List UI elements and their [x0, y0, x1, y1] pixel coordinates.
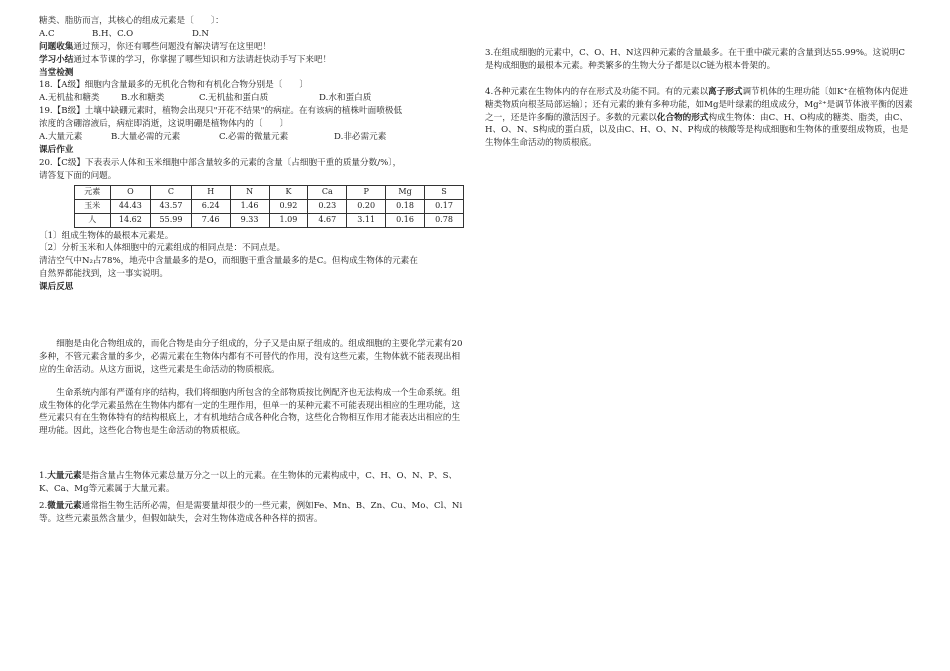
option: A.C: [39, 28, 55, 39]
item-term: 大量元素: [47, 471, 82, 482]
emphasis: 化合物的形式: [656, 112, 709, 123]
element-table: [74, 185, 464, 228]
table-cell: 6.24: [191, 199, 230, 213]
table-cell: 7.46: [191, 213, 230, 227]
option: A.大量元素: [39, 132, 83, 143]
option: C.必需的微量元素: [219, 132, 289, 143]
answer-2: 〔2〕分析玉米和人体细胞中的元素组成的相同点是：不同点是。: [39, 243, 286, 254]
question-19: 19.【B级】土壤中缺硼元素时，植物会出现只"开花不结果"的病症。在有该病的植株叶面喷极低: [39, 106, 403, 117]
question-18: 18.【A级】细胞内含量最多的无机化合物和有机化合物分别是〔 〕: [39, 80, 309, 91]
option: B.大量必需的元素: [111, 132, 181, 143]
table-header-cell: 元素: [75, 185, 111, 199]
table-cell: 55.99: [151, 213, 192, 227]
section-title: 学习小结: [39, 54, 74, 65]
question-20-cont: 请答复下面的问题。: [39, 170, 117, 181]
table-cell: 0.23: [308, 199, 347, 213]
section-title: 当堂检测: [39, 67, 74, 78]
table-header-cell: Mg: [386, 185, 425, 199]
options-line: [39, 28, 464, 41]
item-term: 微量元素: [47, 501, 82, 512]
right-column: [485, 0, 913, 150]
table-cell: 44.43: [110, 199, 151, 213]
item-number: 2.: [39, 501, 48, 512]
paragraph: 3.在组成细胞的元素中，C、O、H、N这四种元素的含量最多。在干重中碳元素的含量到达55.99%。这说明C是构成细胞的最根本元素。种类繁多的生物大分子都是以C链为根本骨架的。: [485, 48, 905, 71]
paragraph: [485, 86, 913, 150]
paragraph: 细胞是由化合物组成的，而化合物是由分子组成的，分子又是由原子组成的。组成细胞的主要化学元素有20多种，不管元素含量的多少，必需元素在生物体内都有不可替代的作用，没有这些元素，生物体就不能表现出相应的生命活动。从这方面说，这些元素是生命活动的物质根底。: [39, 339, 463, 375]
table-cell: 4.67: [308, 213, 347, 227]
item-text: 通常指生物生活所必需，但是需要量却很少的一些元素，例如Fe、Mn、B、Zn、Cu、Mo、Cl、Ni等。这些元素虽然含量少，但假如缺失，会对生物体造成各种各样的损害。: [39, 501, 463, 524]
table-cell: 3.11: [347, 213, 386, 227]
answer-1: 〔1〕组成生物体的最根本元素是。: [39, 230, 174, 241]
emphasis: 离子形式: [708, 86, 743, 97]
study-summary: [39, 54, 464, 67]
table-header-cell: O: [110, 185, 151, 199]
text: 调节机体的生理功能〔如K⁺在植物体内促进糖类物质向根茎局部运输〕；还有元素的兼有多种功能，如Mg是叶绿素的组成成分，Mg²⁺是调节体液平衡的因素之一，还是许多酶的激活因子。多数的元素以: [485, 86, 913, 123]
table-header-cell: H: [191, 185, 230, 199]
option: C.无机盐和蛋白质: [199, 93, 269, 104]
option: D.水和蛋白质: [319, 93, 372, 104]
option: B.水和糖类: [121, 93, 165, 104]
list-item: [39, 500, 464, 526]
table-header-cell: S: [425, 185, 464, 199]
question-collect: [39, 41, 464, 54]
section-title: 课后作业: [39, 144, 74, 155]
question-line: 糖类、脂肪而言，其核心的组成元素是〔 〕：: [39, 16, 224, 26]
option: B.H、C.O: [92, 28, 134, 39]
section-title: 问题收集: [39, 41, 74, 52]
options-line: [39, 92, 464, 105]
table-header-row: [75, 185, 464, 199]
table-cell: 人: [75, 213, 111, 227]
table-header-cell: N: [230, 185, 269, 199]
table-row: [75, 213, 464, 227]
item-text: 是指含量占生物体元素总量万分之一以上的元素。在生物体的元素构成中，C、H、O、N、P、S、K、Ca、Mg等元素属于大量元素。: [39, 471, 458, 495]
table-cell: 14.62: [110, 213, 151, 227]
table-cell: 0.92: [269, 199, 308, 213]
options-line: [39, 131, 464, 144]
table-cell: 0.17: [425, 199, 464, 213]
text: 4.各种元素在生物体内的存在形式及功能不同。有的元素以: [485, 86, 709, 97]
answer-3-cont: 自然界都能找到，这一事实说明。: [39, 269, 168, 280]
section-title: 课后反思: [39, 282, 74, 293]
table-cell: 1.46: [230, 199, 269, 213]
table-header-cell: C: [151, 185, 192, 199]
text: 构成生物体：由C、H、O构成的糖类、脂类，由C、H、O、N、S构成的蛋白质，以及由C、H、O、N、P构成的核酸等是构成细胞和生物体的重要组成物质，也是生物体生命活动的物质根底。: [485, 112, 909, 149]
table-cell: 0.20: [347, 199, 386, 213]
table-cell: 0.78: [425, 213, 464, 227]
paragraph: 生命系统内部有严谨有序的结构，我们将细胞内所包含的全部物质按比例配齐也无法构成一个生命系统。组成生物体的化学元素虽然在生物体内都有一定的生理作用，但单一的某种元素不可能表现出相应的生理功能，这些元素只有在生物体特有的结构根底上，才有机地结合成各种化合物，这些化合物相互作用才能表达出相应的生理功能。因此，这些化合物也是生命活动的物质根底。: [39, 387, 461, 437]
table-header-cell: Ca: [308, 185, 347, 199]
table-cell: 9.33: [230, 213, 269, 227]
table-cell: 0.16: [386, 213, 425, 227]
table-cell: 玉米: [75, 199, 111, 213]
option: D.N: [192, 28, 209, 39]
table-header-cell: K: [269, 185, 308, 199]
item-number: 1.: [39, 471, 48, 482]
section-text: 通过本节课的学习，你掌握了哪些知识和方法请赶快动手写下来吧！: [73, 54, 332, 65]
question-20: 20.【C级】下表表示人体和玉米细胞中部含量较多的元素的含量〔占细胞干重的质量分数/%〕，: [39, 157, 402, 168]
table-cell: 0.18: [386, 199, 425, 213]
question-19-cont: 浓度的含硼溶液后，病症即消逝，这说明硼是植物体内的〔 〕: [39, 119, 289, 130]
option: D.非必需元素: [334, 132, 387, 143]
list-item: [39, 470, 464, 496]
table-header-cell: P: [347, 185, 386, 199]
table-row: [75, 199, 464, 213]
answer-3: 清洁空气中N₂占78%，地壳中含量最多的是O，而细胞干重含量最多的是C。但构成生物体的元素在: [39, 256, 418, 267]
left-column: [39, 0, 464, 526]
table-cell: 43.57: [151, 199, 192, 213]
option: A.无机盐和糖类: [39, 93, 100, 104]
table-cell: 1.09: [269, 213, 308, 227]
section-text: 通过预习，你还有哪些问题没有解决请写在这里吧！: [73, 41, 272, 52]
